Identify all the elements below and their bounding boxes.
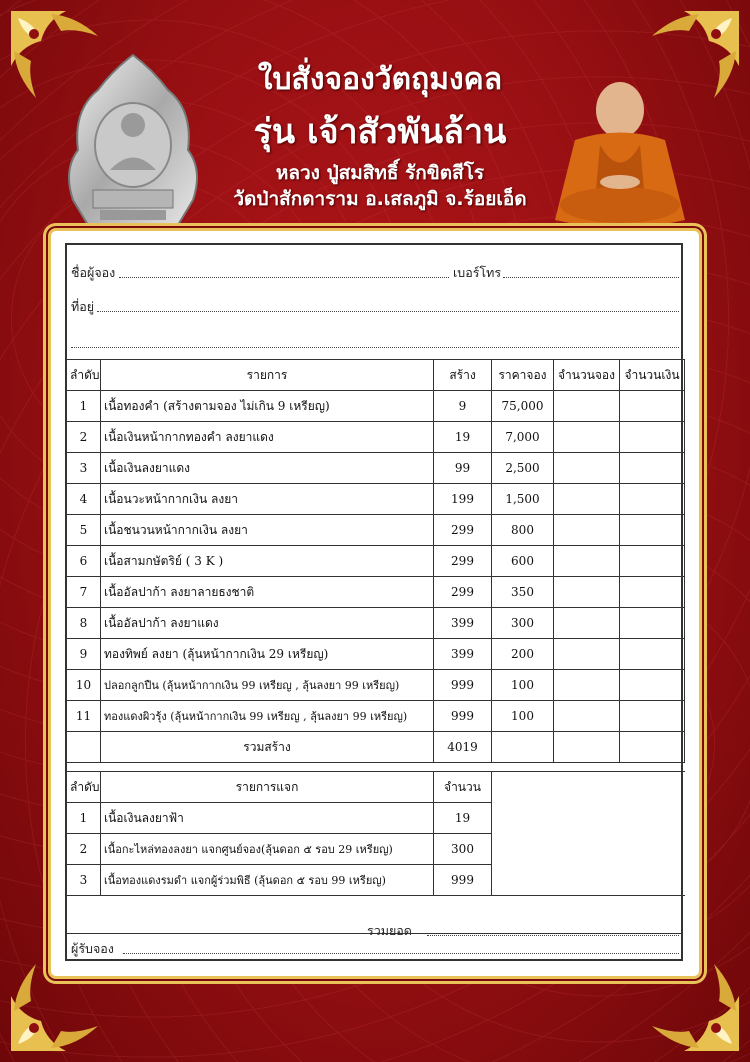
row-no: 11 — [67, 701, 101, 732]
total-row — [67, 732, 685, 763]
col-no: ลำดับ — [67, 360, 101, 391]
row-made: 299 — [434, 515, 492, 546]
row-made: 199 — [434, 484, 492, 515]
col-item: รายการ — [101, 360, 434, 391]
row-amount-input[interactable] — [620, 577, 685, 608]
row-no: 3 — [67, 865, 101, 896]
row-no: 7 — [67, 577, 101, 608]
header-title: ใบสั่งจองวัตถุมงคล — [257, 62, 503, 97]
order-table-header — [67, 360, 685, 391]
col-made: สร้าง — [434, 360, 492, 391]
row-price: 300 — [492, 608, 554, 639]
row-made: 9 — [434, 391, 492, 422]
row-no: 9 — [67, 639, 101, 670]
table-row — [67, 577, 685, 608]
row-no: 4 — [67, 484, 101, 515]
row-amount-input[interactable] — [620, 453, 685, 484]
phone-field[interactable] — [503, 277, 679, 278]
row-qty-input[interactable] — [554, 422, 620, 453]
row-amount-input[interactable] — [620, 515, 685, 546]
row-no: 10 — [67, 670, 101, 701]
row-qty-input[interactable] — [554, 515, 620, 546]
row-amount-input[interactable] — [620, 422, 685, 453]
monk-portrait-image — [545, 70, 695, 230]
table-row — [67, 701, 685, 732]
total-label: รวมสร้าง — [101, 732, 434, 763]
row-no: 6 — [67, 546, 101, 577]
table-row — [67, 422, 685, 453]
row-price: 7,000 — [492, 422, 554, 453]
col-qty: จำนวนจอง — [554, 360, 620, 391]
row-price: 600 — [492, 546, 554, 577]
row-amount-input[interactable] — [620, 546, 685, 577]
row-amount-input[interactable] — [620, 701, 685, 732]
row-price: 350 — [492, 577, 554, 608]
row-price: 200 — [492, 639, 554, 670]
row-qty-input[interactable] — [554, 391, 620, 422]
row-qty: 19 — [434, 803, 492, 834]
row-no: 3 — [67, 453, 101, 484]
row-item: ทองแดงผิวรุ้ง (ลุ้นหน้ากากเงิน 99 เหรียญ , ลุ้นลงยา 99 เหรียญ) — [101, 701, 434, 732]
row-price: 2,500 — [492, 453, 554, 484]
col-amount: จำนวนเงิน — [620, 360, 685, 391]
row-qty-input[interactable] — [554, 608, 620, 639]
row-made: 999 — [434, 670, 492, 701]
row-item: เนื้อเงินลงยาแดง — [101, 453, 434, 484]
address-field[interactable] — [97, 311, 679, 312]
row-no: 1 — [67, 391, 101, 422]
address-label: ที่อยู่ — [71, 299, 95, 314]
phone-label: เบอร์โทร — [453, 265, 502, 280]
col-no: ลำดับ — [67, 772, 101, 803]
row-made: 999 — [434, 701, 492, 732]
row-item: ทองทิพย์ ลงยา (ลุ้นหน้ากากเงิน 29 เหรียญ) — [101, 639, 434, 670]
grand-total-label: รวมยอด — [367, 923, 412, 938]
row-made: 399 — [434, 639, 492, 670]
giveaway-table — [66, 771, 685, 896]
row-item: เนื้อกะไหล่ทองลงยา แจกศูนย์จอง(ลุ้นดอก ๕ รอบ 29 เหรียญ) — [101, 834, 434, 865]
row-item: เนื้อทองคำ (สร้างตามจอง ไม่เกิน 9 เหรียญ) — [101, 391, 434, 422]
order-form — [65, 243, 683, 961]
header-temple: วัดป่าสักดาราม อ.เสลภูมิ จ.ร้อยเอ็ด — [233, 188, 527, 210]
order-table — [66, 359, 685, 763]
row-item: เนื้อเงินหน้ากากทองคำ ลงยาแดง — [101, 422, 434, 453]
row-qty-input[interactable] — [554, 484, 620, 515]
row-item: เนื้อเงินลงยาฟ้า — [101, 803, 434, 834]
row-amount-input[interactable] — [620, 484, 685, 515]
header-monk-name: หลวง ปู่สมสิทธิ์ รักขิตสีโร — [275, 162, 485, 184]
row-item: เนื้อชนวนหน้ากากเงิน ลงยา — [101, 515, 434, 546]
row-qty-input[interactable] — [554, 546, 620, 577]
row-price: 75,000 — [492, 391, 554, 422]
row-price: 800 — [492, 515, 554, 546]
giveaway-table-header — [67, 772, 685, 803]
name-field[interactable] — [119, 277, 449, 278]
row-made: 299 — [434, 577, 492, 608]
row-qty: 999 — [434, 865, 492, 896]
divider — [67, 933, 681, 934]
row-price: 1,500 — [492, 484, 554, 515]
row-made: 99 — [434, 453, 492, 484]
row-item: เนื้อนวะหน้ากากเงิน ลงยา — [101, 484, 434, 515]
table-row — [67, 391, 685, 422]
row-amount-input[interactable] — [620, 391, 685, 422]
row-qty-input[interactable] — [554, 701, 620, 732]
col-price: ราคาจอง — [492, 360, 554, 391]
col-giveaway-item: รายการแจก — [101, 772, 434, 803]
row-qty-input[interactable] — [554, 577, 620, 608]
table-row — [67, 515, 685, 546]
name-label: ชื่อผู้จอง — [71, 265, 116, 280]
row-item: เนื้ออัลปาก้า ลงยาลายธงชาติ — [101, 577, 434, 608]
table-row — [67, 639, 685, 670]
row-item: เนื้ออัลปาก้า ลงยาแดง — [101, 608, 434, 639]
row-qty-input[interactable] — [554, 453, 620, 484]
amulet-image — [58, 50, 208, 236]
total-value: 4019 — [434, 732, 492, 763]
row-price: 100 — [492, 670, 554, 701]
table-row — [67, 453, 685, 484]
row-made: 299 — [434, 546, 492, 577]
row-no: 2 — [67, 422, 101, 453]
table-row — [67, 670, 685, 701]
row-no: 5 — [67, 515, 101, 546]
table-row — [67, 546, 685, 577]
col-giveaway-qty: จำนวน — [434, 772, 492, 803]
row-made: 399 — [434, 608, 492, 639]
receiver-field[interactable] — [123, 953, 679, 954]
row-amount-input[interactable] — [620, 670, 685, 701]
table-row — [67, 608, 685, 639]
row-price: 100 — [492, 701, 554, 732]
order-form-frame — [48, 228, 702, 979]
row-item: เนื้อสามกษัตริย์ ( 3 K ) — [101, 546, 434, 577]
row-no: 8 — [67, 608, 101, 639]
row-item: ปลอกลูกปืน (ลุ้นหน้ากากเงิน 99 เหรียญ , ลุ้นลงยา 99 เหรียญ) — [101, 670, 434, 701]
table-row — [67, 484, 685, 515]
grand-total-field[interactable] — [427, 935, 679, 936]
row-made: 19 — [434, 422, 492, 453]
row-qty: 300 — [434, 834, 492, 865]
row-no: 1 — [67, 803, 101, 834]
row-amount-input[interactable] — [620, 608, 685, 639]
receiver-label: ผู้รับจอง — [71, 941, 114, 956]
row-qty-input[interactable] — [554, 670, 620, 701]
row-qty-input[interactable] — [554, 639, 620, 670]
row-item: เนื้อทองแดงรมดำ แจกผู้ร่วมพิธี (ลุ้นดอก ๕ รอบ 99 เหรียญ) — [101, 865, 434, 896]
header-series: รุ่น เจ้าสัวพันล้าน — [253, 112, 507, 152]
address-field-line2[interactable] — [71, 347, 679, 348]
row-amount-input[interactable] — [620, 639, 685, 670]
row-no: 2 — [67, 834, 101, 865]
